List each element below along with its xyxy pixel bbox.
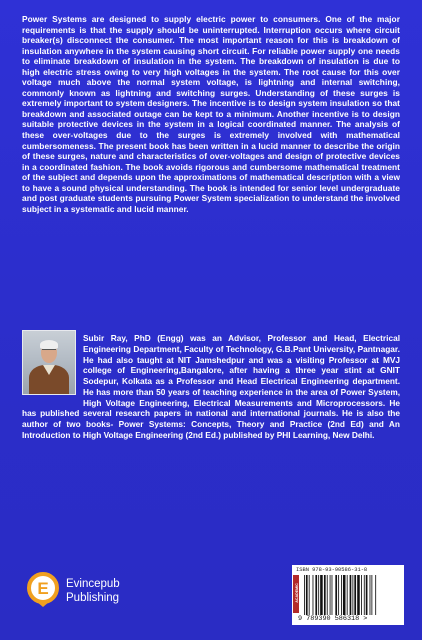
barcode-bar [306,575,308,615]
barcode-bar [324,575,326,615]
barcode-bar [315,575,317,615]
barcode-bar [330,575,331,615]
isbn-barcode-block [292,565,404,625]
isbn-label: ISBN 978-93-90586-31-8 [296,567,368,573]
publisher-logo-icon [26,571,60,607]
category-tag [293,575,299,613]
barcode-icon [302,575,398,615]
barcode-bar [366,575,368,615]
barcode-bar [361,575,362,615]
barcode-bar [357,575,360,615]
barcode-digits: 9 789390 586318 > [298,615,368,623]
barcode-bar [364,575,365,615]
barcode-bar [304,575,305,615]
publisher-logo-letter: E [37,579,49,598]
barcode-bar [371,575,372,615]
barcode-bar [327,575,328,615]
barcode-bar [309,575,310,615]
barcode-bar [354,575,356,615]
publisher-name [66,577,120,605]
barcode-bar [335,575,337,615]
barcode-bar [320,575,323,615]
barcode-bar [338,575,339,615]
barcode-bar [332,575,333,615]
barcode-bar [375,575,376,615]
barcode-bar [343,575,346,615]
barcode-bar [313,575,314,615]
publisher-name-line1: Evincepub [66,578,120,590]
publisher-name-line2: Publishing [66,592,120,604]
author-photo-spacer [22,333,78,399]
barcode-bar [341,575,342,615]
category-tag-label: ACADEMIC [295,583,299,603]
book-blurb: Power Systems are designed to supply electric power to consumers. One of the major requirements is that the supply should be uninterrupted. Interruption occurs where circuit breaker(s) disconnect the consumer. The most important reason for this is breakdown of insulation anywhere in the system causing short circuit. For reliable power supply one needs to eliminate breakdown of insulation in the system. The breakdown of insulation is due to high electric stress owing to very high voltages in the system. The root cause for this over voltage much above the normal system voltage, is lightning and internal switching, commonly known as lightning and switching surges. Understanding of these surges is extremely important to system designers. The incentive is to design system insulation so that breakdown and associated outage can be kept to a minimum. Another incentive is to design suitable protective devices in the system in a logical coordinated manner. The analysis of these over-voltages due to the surges is extremely involved with mathematical cumbersomeness. The present book has been written in a lucid manner to describe the origin of these surges, nature and characteristics of over-voltages and design of protective devices in a coordinated fashion. The book avoids rigorous and cumbersome mathematical treatment of the subject and depends upon the approximations of mathematical description with a view to have a sound physical understanding. The book is intended for senior level undergraduate and post graduate students pursuing Power System specialization to understand the involved subject in a systematic and lucid manner. [22,14,400,214]
barcode-bar [347,575,348,615]
author-bio: Subir Ray, PhD (Engg) was an Advisor, Professor and Head, Electrical Engineering Department, Faculty of Technology, G.B.Pant University, Pantnagar. He had also taught at NIT Jamshedpur and was a visiting Professor at MVJ college of Engineering,Bangalore, after having a three year stint at GNIT Sodepur, Kolkata as a Professor and Head Electrical Engineering department. He has more than 50 years of teaching experience in the area of Power System, High Voltage Engineering, Electrical Measurements and Microprocessors. He has published several research papers in national and international journals. He is also the author of two books- Power Systems: Concepts, Theory and Practice (2nd Ed) and An Introduction to High Voltage Engineering (2nd Ed.) published by PHI Learning, New Delhi. [22,333,400,440]
author-bio-block [22,333,400,441]
barcode-bar [370,575,371,615]
barcode-bar [352,575,353,615]
barcode-bar [350,575,352,615]
barcode-bar [318,575,319,615]
